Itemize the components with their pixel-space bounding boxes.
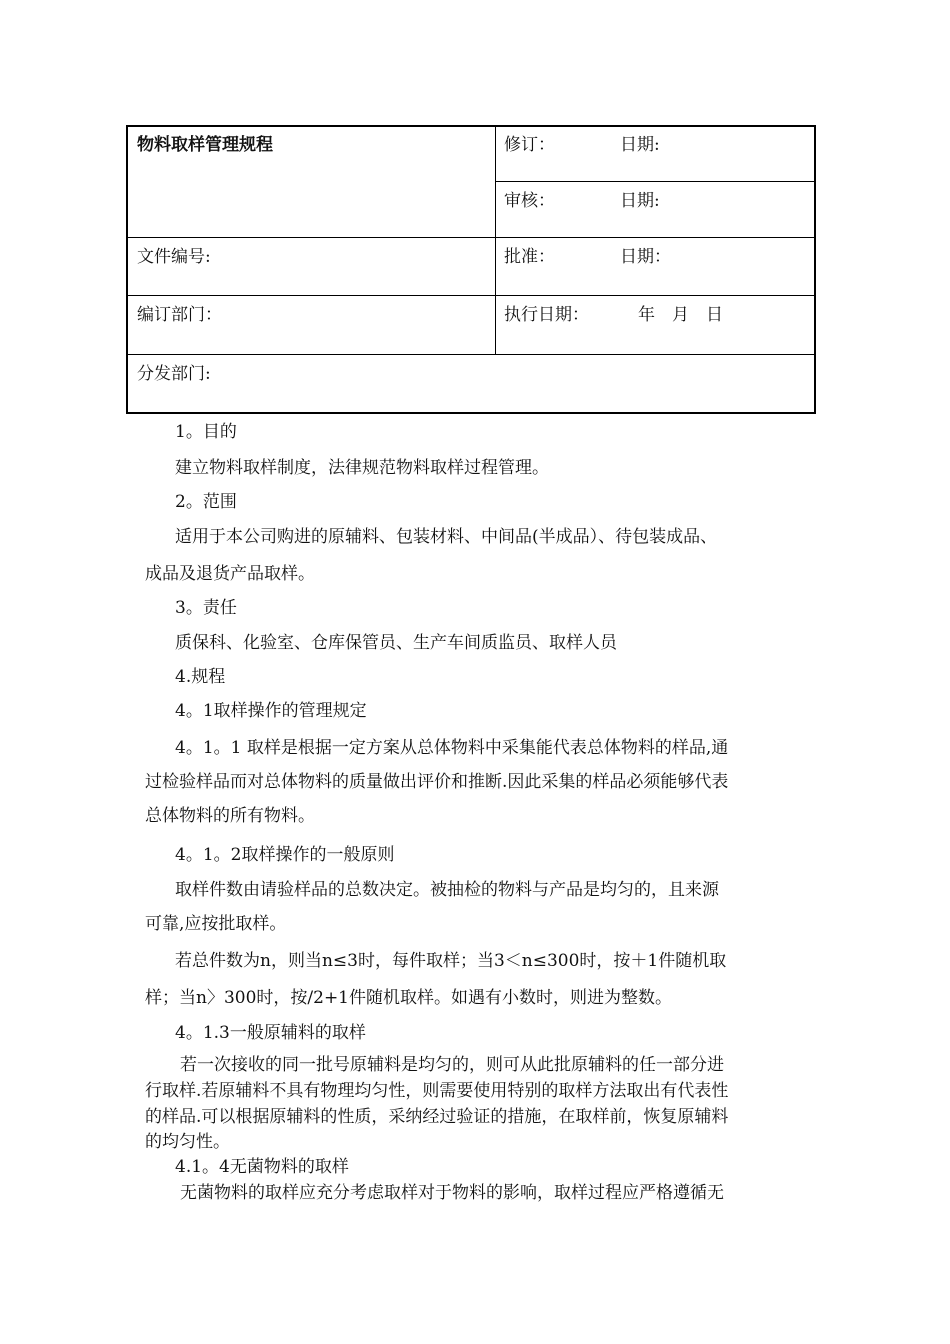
row-divider: [128, 354, 814, 355]
subsection-heading: 4.1。4无菌物料的取样: [175, 1157, 349, 1177]
section-heading: 3。责任: [175, 598, 237, 618]
paragraph-line: 无菌物料的取样应充分考虑取样对于物料的影响，取样过程应严格遵循无: [180, 1183, 724, 1203]
paragraph-line: 若一次接收的同一批号原辅料是均匀的，则可从此批原辅料的任一部分进: [180, 1055, 724, 1075]
paragraph-line: 建立物料取样制度，法律规范物料取样过程管理。: [175, 458, 549, 478]
paragraph-line: 取样件数由请验样品的总数决定。被抽检的物料与产品是均匀的，且来源: [175, 880, 719, 900]
review-date-label: 日期:: [620, 191, 660, 211]
paragraph-line: 若总件数为n，则当n≤3时，每件取样；当3＜n≤300时，按＋1件随机取: [175, 951, 727, 971]
paragraph-line: 质保科、化验室、仓库保管员、生产车间质监员、取样人员: [175, 633, 617, 653]
paragraph-line: 的均匀性。: [145, 1132, 230, 1152]
exec-date-label: 执行日期：: [504, 305, 589, 325]
paragraph-line: 适用于本公司购进的原辅料、包装材料、中间品(半成品）、待包装成品、: [175, 527, 718, 547]
row-divider: [128, 237, 814, 238]
approve-date-label: 日期：: [620, 247, 671, 267]
section-heading: 4.规程: [175, 667, 226, 687]
paragraph-line: 可靠,应按批取样。: [145, 914, 287, 934]
exec-date-value: 年 月 日: [638, 305, 723, 325]
paragraph-line: 4。1。1 取样是根据一定方案从总体物料中采集能代表总体物料的样品,通: [175, 738, 729, 758]
paragraph-line: 的样品.可以根据原辅料的性质，采纳经过验证的措施，在取样前，恢复原辅料: [145, 1107, 729, 1127]
paragraph-line: 过检验样品而对总体物料的质量做出评价和推断.因此采集的样品必须能够代表: [145, 772, 729, 792]
column-divider: [495, 127, 496, 354]
section-heading: 2。范围: [175, 492, 237, 512]
subsection-heading: 4。1.3一般原辅料的取样: [175, 1023, 366, 1043]
revise-label: 修订：: [504, 135, 555, 155]
distribution-label: 分发部门:: [137, 364, 211, 384]
paragraph-line: 样；当n〉300时，按/2+1件随机取样。如遇有小数时，则进为整数。: [145, 988, 672, 1008]
doc-title: 物料取样管理规程: [137, 135, 273, 155]
row-divider: [128, 295, 814, 296]
review-label: 审核：: [504, 191, 555, 211]
paragraph-line: 成品及退货产品取样。: [145, 564, 315, 584]
row-divider: [495, 181, 814, 182]
doc-number-label: 文件编号:: [137, 247, 211, 267]
subsection-heading: 4。1取样操作的管理规定: [175, 701, 367, 721]
paragraph-line: 行取样.若原辅料不具有物理均匀性，则需要使用特别的取样方法取出有代表性: [145, 1081, 729, 1101]
section-heading: 1。目的: [175, 422, 237, 442]
header-table: [126, 125, 816, 414]
paragraph-line: 总体物料的所有物料。: [145, 806, 315, 826]
dept-label: 编订部门：: [137, 305, 222, 325]
subsection-heading: 4。1。2取样操作的一般原则: [175, 845, 395, 865]
revise-date-label: 日期:: [620, 135, 660, 155]
approve-label: 批准：: [504, 247, 555, 267]
